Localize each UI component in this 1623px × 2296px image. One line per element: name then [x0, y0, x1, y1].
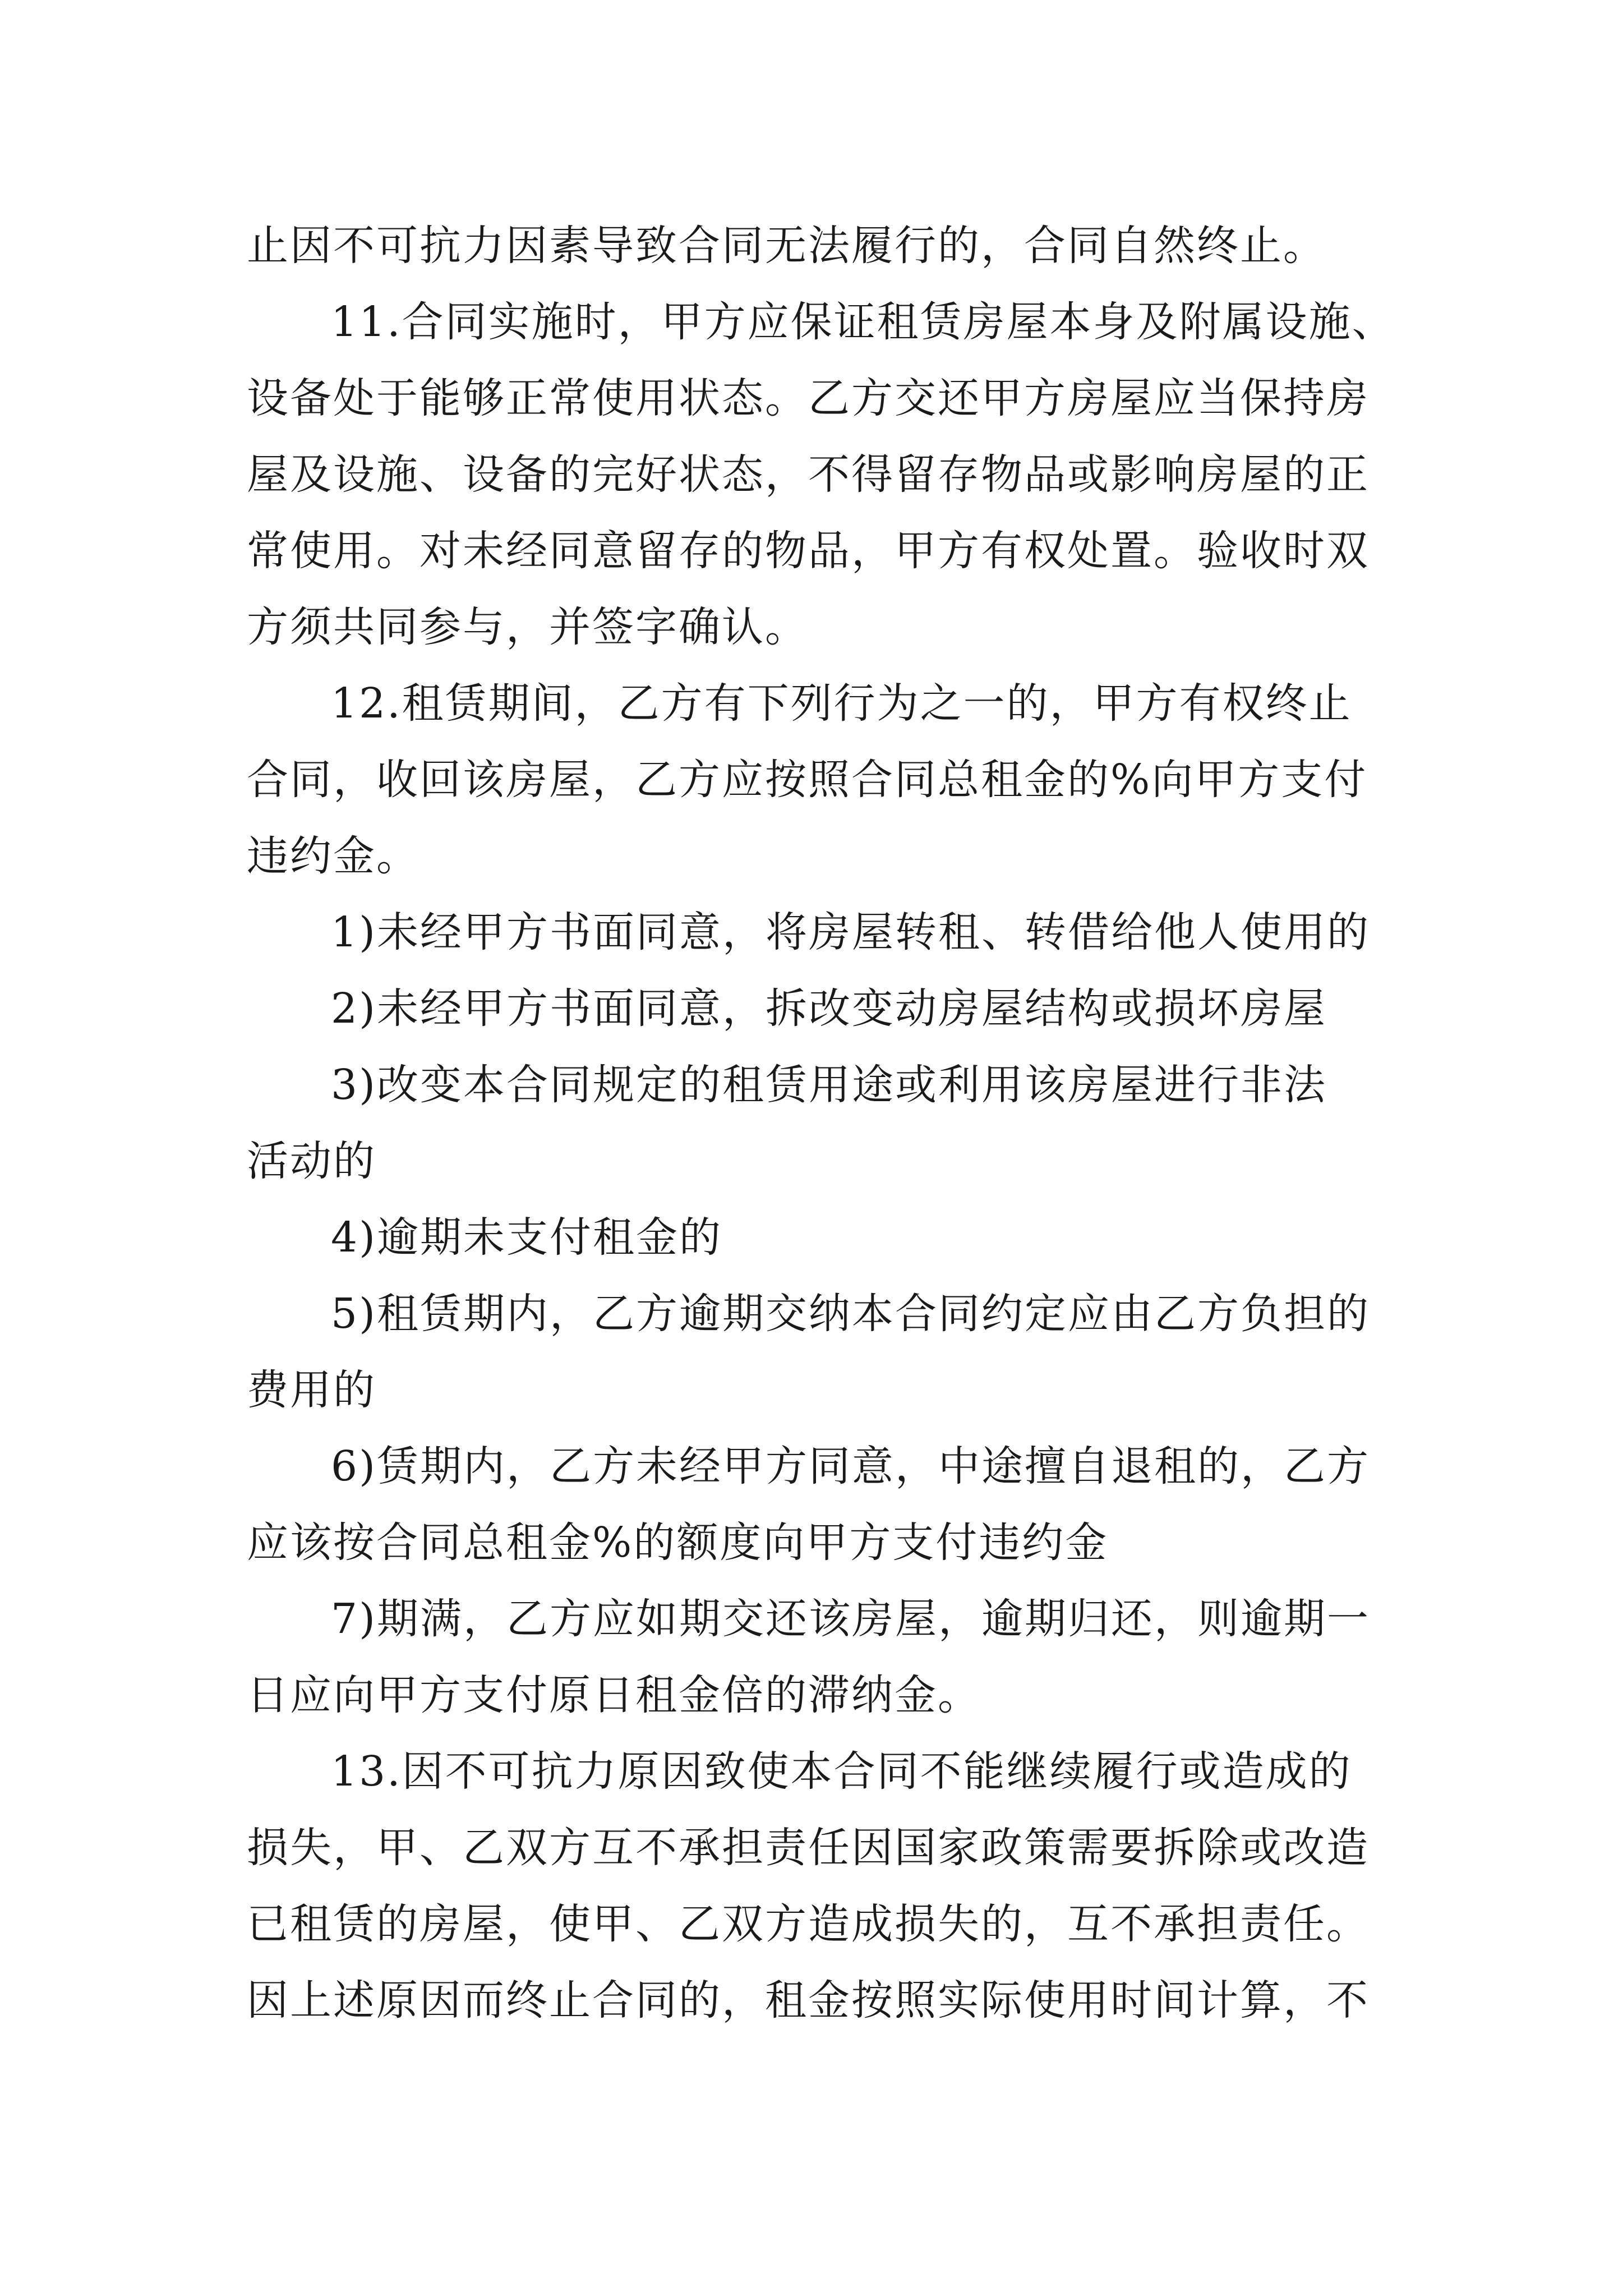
- text-line: 损失，甲、乙双方互不承担责任因国家政策需要拆除或改造: [247, 1824, 1370, 1872]
- text-line: 应该按合同总租金%的额度向甲方支付违约金: [247, 1519, 1109, 1567]
- list-item-1: 1)未经甲方书面同意，将房屋转租、转借给他人使用的: [331, 908, 1370, 956]
- list-item-3: 3)改变本合同规定的租赁用途或利用该房屋进行非法: [331, 1061, 1327, 1109]
- text-line: 因上述原因而终止合同的，租金按照实际使用时间计算，不: [247, 1976, 1370, 2024]
- text-line: 费用的: [247, 1366, 376, 1414]
- clause-12-line: 12.租赁期间，乙方有下列行为之一的，甲方有权终止: [331, 679, 1352, 728]
- text-line: 设备处于能够正常使用状态。乙方交还甲方房屋应当保持房: [247, 374, 1370, 422]
- text-line: 止因不可抗力因素导致合同无法履行的，合同自然终止。: [247, 222, 1326, 270]
- text-line: 方须共同参与，并签字确认。: [247, 603, 808, 651]
- text-line: 屋及设施、设备的完好状态，不得留存物品或影响房屋的正: [247, 450, 1370, 499]
- list-item-5: 5)租赁期内，乙方逾期交纳本合同约定应由乙方负担的: [331, 1290, 1370, 1338]
- list-item-6: 6)赁期内，乙方未经甲方同意，中途擅自退租的，乙方: [331, 1442, 1370, 1490]
- clause-13-line: 13.因不可抗力原因致使本合同不能继续履行或造成的: [331, 1747, 1352, 1796]
- text-line: 常使用。对未经同意留存的物品，甲方有权处置。验收时双: [247, 527, 1370, 575]
- list-item-4: 4)逾期未支付租金的: [331, 1213, 722, 1262]
- text-line: 已租赁的房屋，使甲、乙双方造成损失的，互不承担责任。: [247, 1900, 1370, 1948]
- text-line: 活动的: [247, 1137, 376, 1185]
- list-item-2: 2)未经甲方书面同意，拆改变动房屋结构或损坏房屋: [331, 984, 1327, 1033]
- clause-11-line: 11.合同实施时，甲方应保证租赁房屋本身及附属设施、: [331, 298, 1395, 346]
- text-line: 合同，收回该房屋，乙方应按照合同总租金的%向甲方支付: [247, 756, 1368, 804]
- contract-text: [247, 208, 1396, 2039]
- text-line: 日应向甲方支付原日租金倍的滞纳金。: [247, 1671, 981, 1719]
- text-line: 违约金。: [247, 832, 419, 880]
- list-item-7: 7)期满，乙方应如期交还该房屋，逾期归还，则逾期一: [331, 1595, 1370, 1643]
